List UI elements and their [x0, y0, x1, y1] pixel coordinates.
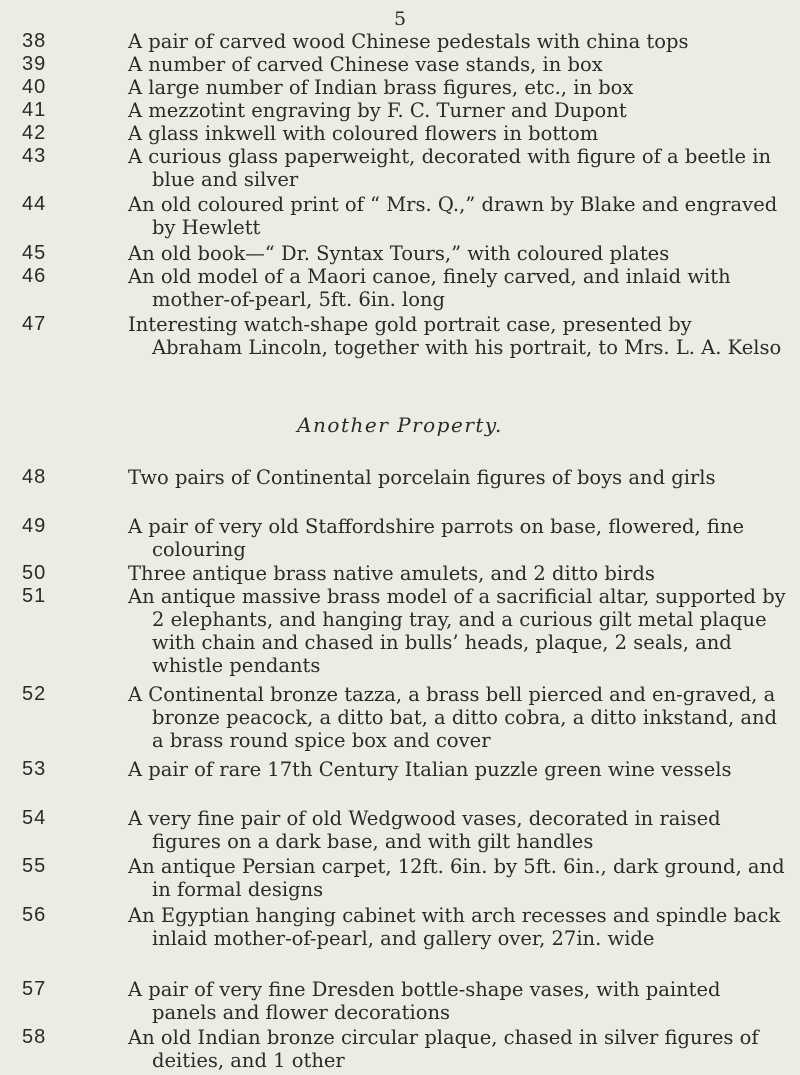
lot-item — [22, 585, 788, 677]
lot-description: A pair of very fine Dresden bottle-shape vases, with painted panels and flower decorations — [128, 978, 721, 1024]
lot-description: A very fine pair of old Wedgwood vases, decorated in raised figures on a dark base, and with gilt handles — [128, 807, 721, 853]
lot-description: Two pairs of Continental porcelain figures of boys and girls — [128, 466, 716, 489]
lot-number: 45 — [22, 242, 47, 264]
lot-description: A large number of Indian brass figures, etc., in box — [128, 76, 634, 99]
lot-number: 52 — [22, 683, 47, 705]
lot-description: A mezzotint engraving by F. C. Turner and Dupont — [128, 99, 627, 122]
lot-number: 51 — [22, 585, 47, 607]
page-number: 5 — [393, 8, 407, 30]
lot-item — [22, 807, 788, 853]
lot-number: 49 — [22, 515, 47, 537]
lot-description: Interesting watch-shape gold portrait case, presented by Abraham Lincoln, together with his portrait, to Mrs. L. A. Kelso — [128, 313, 782, 359]
lot-item — [22, 904, 788, 950]
lot-item — [22, 30, 788, 53]
lot-description: An old Indian bronze circular plaque, chased in silver figures of deities, and 1 other — [128, 1026, 759, 1072]
lot-description: An antique massive brass model of a sacrificial altar, supported by 2 elephants, and hanging tray, and a curious gilt metal plaque with chain and chased in bulls’ heads, plaque, 2 seals, and whistle pendants — [128, 585, 786, 677]
lot-number: 41 — [22, 99, 47, 121]
lot-number: 55 — [22, 855, 47, 877]
lot-number: 58 — [22, 1026, 47, 1048]
lot-item — [22, 313, 788, 359]
lot-description: A number of carved Chinese vase stands, in box — [128, 53, 603, 76]
lot-item — [22, 99, 788, 122]
lot-item — [22, 562, 788, 585]
lot-number: 44 — [22, 193, 47, 215]
lot-item — [22, 265, 788, 311]
lot-description: A pair of carved wood Chinese pedestals with china tops — [128, 30, 689, 53]
lot-number: 50 — [22, 562, 47, 584]
lot-item — [22, 515, 788, 561]
lot-description: A glass inkwell with coloured flowers in bottom — [128, 122, 599, 145]
lot-description: Three antique brass native amulets, and 2 ditto birds — [128, 562, 655, 585]
lot-item — [22, 122, 788, 145]
lot-item — [22, 1026, 788, 1072]
lot-item — [22, 145, 788, 191]
lot-number: 38 — [22, 30, 47, 52]
lot-description: A pair of rare 17th Century Italian puzzle green wine vessels — [128, 758, 732, 781]
lot-number: 48 — [22, 466, 47, 488]
section-heading: Another Property. — [297, 413, 503, 437]
lot-number: 43 — [22, 145, 47, 167]
lot-item — [22, 193, 788, 239]
lot-item — [22, 53, 788, 76]
lot-number: 57 — [22, 978, 47, 1000]
lot-item — [22, 683, 788, 752]
lot-number: 42 — [22, 122, 47, 144]
lot-number: 47 — [22, 313, 47, 335]
lot-description: A curious glass paperweight, decorated with figure of a beetle in blue and silver — [128, 145, 772, 191]
lot-description: An antique Persian carpet, 12ft. 6in. by 5ft. 6in., dark ground, and in formal designs — [128, 855, 785, 901]
lot-number: 40 — [22, 76, 47, 98]
lot-item — [22, 978, 788, 1024]
lot-description: An old book—“ Dr. Syntax Tours,” with coloured plates — [128, 242, 670, 265]
lot-description: A Continental bronze tazza, a brass bell pierced and en-graved, a bronze peacock, a ditto bat, a ditto cobra, a ditto inkstand, and a brass round spice box and cover — [128, 683, 778, 752]
lot-item — [22, 466, 788, 489]
lot-number: 54 — [22, 807, 47, 829]
lot-number: 46 — [22, 265, 47, 287]
lot-number: 56 — [22, 904, 47, 926]
lot-number: 53 — [22, 758, 47, 780]
lot-description: An old coloured print of “ Mrs. Q.,” drawn by Blake and engraved by Hewlett — [128, 193, 778, 239]
lot-description: An old model of a Maori canoe, finely carved, and inlaid with mother-of-pearl, 5ft. 6in. long — [128, 265, 731, 311]
lot-item — [22, 76, 788, 99]
lot-description: A pair of very old Staffordshire parrots on base, flowered, fine colouring — [128, 515, 745, 561]
lot-description: An Egyptian hanging cabinet with arch recesses and spindle back inlaid mother-of-pearl, and gallery over, 27in. wide — [128, 904, 781, 950]
lot-item — [22, 758, 788, 781]
lot-item — [22, 242, 788, 265]
lot-item — [22, 855, 788, 901]
lot-number: 39 — [22, 53, 47, 75]
